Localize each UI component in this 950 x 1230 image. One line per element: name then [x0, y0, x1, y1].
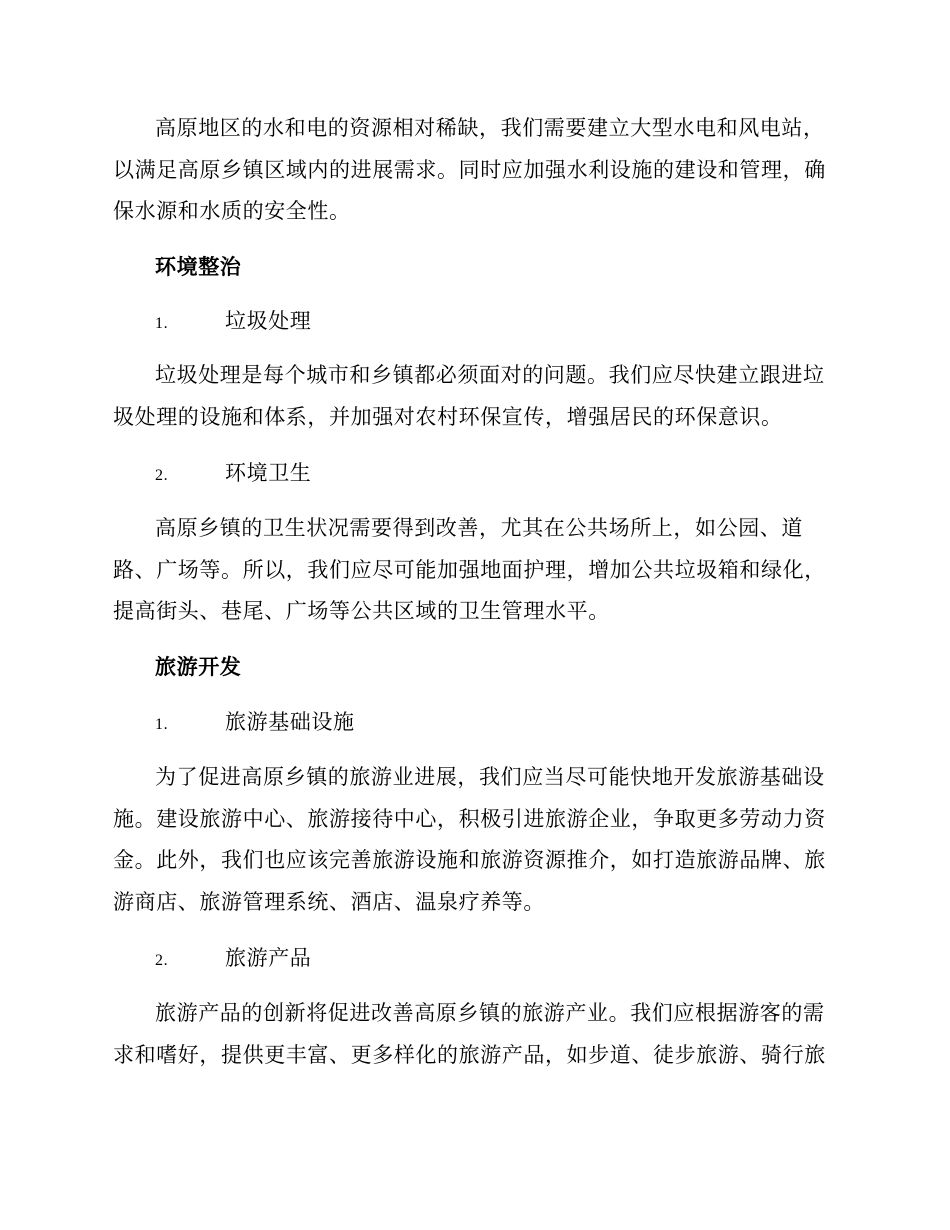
list-item-title: 垃圾处理: [225, 309, 312, 333]
paragraph-infrastructure: 为了促进高原乡镇的旅游业进展，我们应当尽可能快地开发旅游基础设施。建设旅游中心、旅游接待中心，积极引进旅游企业，争取更多劳动力资金。此外，我们也应该完善旅游设施和旅游资源推介，如打造旅游品牌、旅游商店、旅游管理系统、酒店、温泉疗养等。: [113, 765, 826, 914]
section-heading-environment: 环境整治: [155, 254, 242, 279]
section-heading-tourism: 旅游开发: [155, 654, 242, 679]
list-number: 1.: [155, 716, 169, 733]
list-item-hygiene: [155, 458, 311, 491]
list-item-products: [155, 943, 311, 976]
paragraph-products: 旅游产品的创新将促进改善高原乡镇的旅游产业。我们应根据游客的需求和嗜好，提供更丰富、更多样化的旅游产品，如步道、徒步旅游、骑行旅: [113, 1001, 826, 1067]
paragraph-garbage: 垃圾处理是每个城市和乡镇都必须面对的问题。我们应尽快建立跟进垃圾处理的设施和体系，并加强对农村环保宣传，增强居民的环保意识。: [113, 363, 825, 429]
list-number: 1.: [155, 315, 169, 332]
list-item-title: 环境卫生: [225, 461, 312, 485]
list-item-infrastructure: [155, 707, 355, 740]
paragraph-water-power: 高原地区的水和电的资源相对稀缺，我们需要建立大型水电和风电站，以满足高原乡镇区域内的进展需求。同时应加强水利设施的建设和管理，确保水源和水质的安全性。: [113, 116, 826, 223]
list-number: 2.: [155, 467, 169, 484]
list-item-title: 旅游基础设施: [225, 710, 355, 734]
list-item-title: 旅游产品: [225, 946, 312, 970]
list-number: 2.: [155, 952, 169, 969]
paragraph-hygiene: 高原乡镇的卫生状况需要得到改善，尤其在公共场所上，如公园、道路、广场等。所以，我们应尽可能加强地面护理，增加公共垃圾箱和绿化，提高街头、巷尾、广场等公共区域的卫生管理水平。: [113, 516, 826, 623]
list-item-garbage: [155, 306, 311, 339]
